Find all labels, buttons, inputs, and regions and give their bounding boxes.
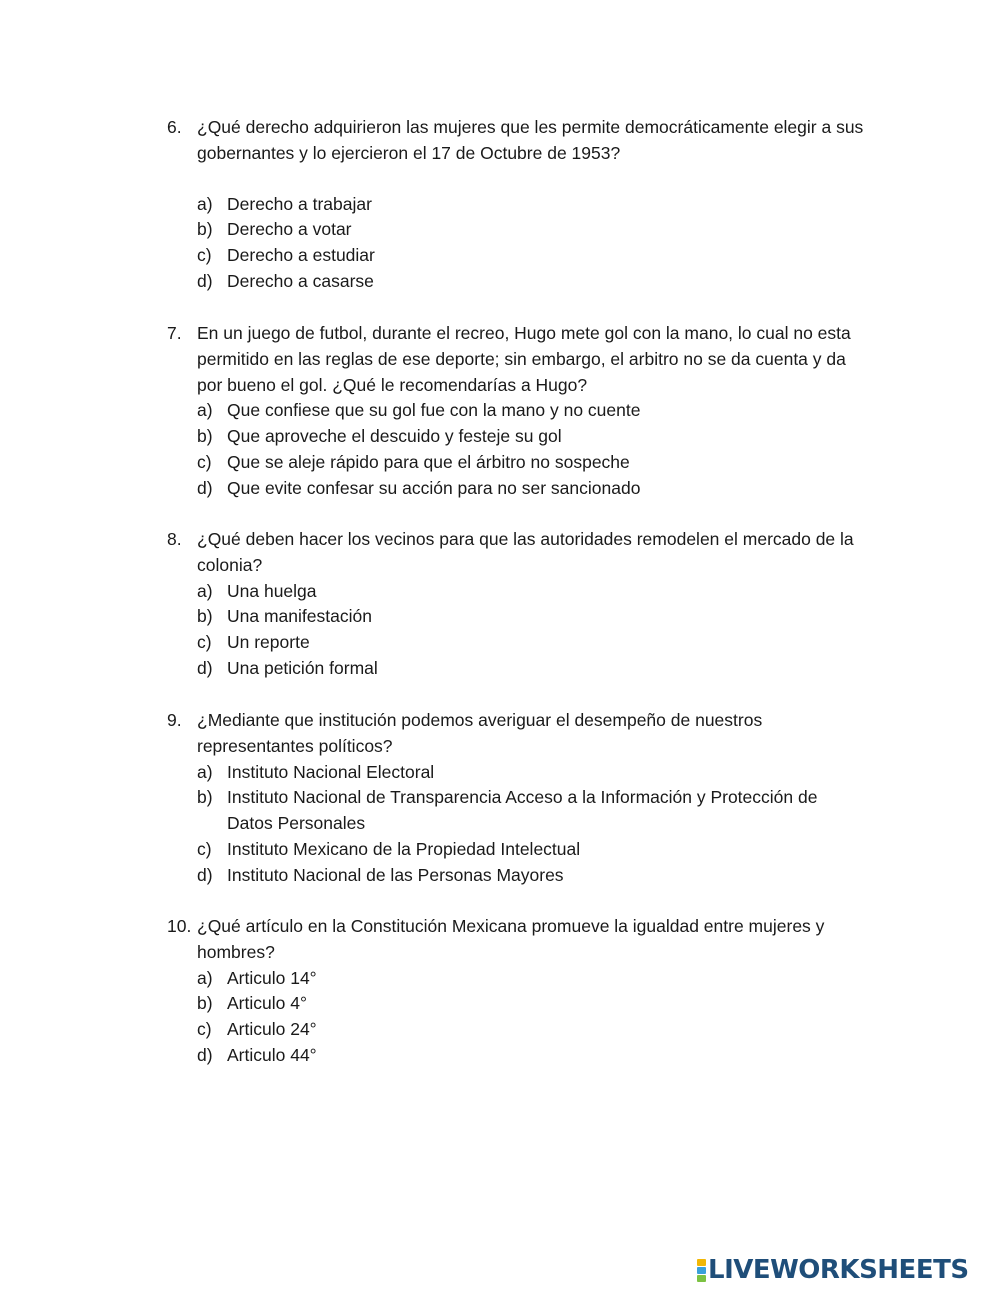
option-text: Articulo 44° [227,1044,317,1065]
option-text: Que evite confesar su acción para no ser sancionado [227,477,641,498]
question-text: En un juego de futbol, durante el recreo, Hugo mete gol con la mano, lo cual no esta permitido en las reglas de ese deporte; sin embargo, el arbitro no se da cuenta y da por bueno el gol. ¿Qué le recomendarías a Hugo? [197,323,851,395]
option-text: Instituto Nacional de las Personas Mayores [227,864,564,885]
option-text: Derecho a estudiar [227,245,375,266]
option-b[interactable] [167,217,867,243]
options-list [167,192,867,295]
options-list [167,760,867,889]
question-number: 8. [167,529,182,549]
option-d[interactable] [167,476,867,502]
option-letter: a) [197,580,213,601]
option-letter: a) [197,193,213,214]
logo-blocks-icon [697,1259,706,1282]
option-text: Que se aleje rápido para que el árbitro no sospeche [227,451,630,472]
option-text: Instituto Nacional de Transparencia Acceso a la Información y Protección de Datos Personales [227,787,818,834]
option-letter: b) [197,606,213,627]
option-text: Articulo 14° [227,967,317,988]
option-letter: c) [197,451,212,472]
option-letter: c) [197,838,212,859]
option-d[interactable] [167,1043,867,1069]
logo-block-icon [697,1259,706,1266]
question-7 [167,321,867,502]
option-letter: c) [197,632,212,653]
option-b[interactable] [167,424,867,450]
question-number: 9. [167,710,182,730]
question-text: ¿Qué deben hacer los vecinos para que las autoridades remodelen el mercado de la colonia? [197,529,854,575]
option-text: Instituto Nacional Electoral [227,761,435,782]
option-letter: a) [197,967,213,988]
logo-block-icon [697,1267,706,1274]
option-letter: d) [197,864,213,885]
option-d[interactable] [167,269,867,295]
option-b[interactable] [167,604,867,630]
option-b[interactable] [167,785,867,837]
logo-block-icon [697,1275,706,1282]
question-number: 6. [167,117,182,137]
option-c[interactable] [167,1017,867,1043]
option-letter: b) [197,426,213,447]
question-9 [167,708,867,889]
option-text: Una manifestación [227,606,372,627]
option-text: Que confiese que su gol fue con la mano y no cuente [227,400,641,421]
option-c[interactable] [167,630,867,656]
option-a[interactable] [167,398,867,424]
question-text: ¿Mediante que institución podemos averiguar el desempeño de nuestros representantes políticos? [197,710,763,756]
option-letter: b) [197,993,213,1014]
liveworksheets-logo [697,1257,969,1283]
option-letter: d) [197,1044,213,1065]
option-b[interactable] [167,991,867,1017]
option-letter: d) [197,270,213,291]
option-d[interactable] [167,656,867,682]
question-8 [167,527,867,682]
option-letter: d) [197,657,213,678]
option-letter: c) [197,1019,212,1040]
options-list [167,579,867,682]
option-text: Un reporte [227,632,310,653]
option-letter: d) [197,477,213,498]
option-text: Instituto Mexicano de la Propiedad Intelectual [227,838,581,859]
option-a[interactable] [167,192,867,218]
option-letter: b) [197,219,213,240]
option-letter: b) [197,787,213,808]
option-letter: a) [197,400,213,421]
options-list [167,398,867,501]
question-number: 7. [167,323,182,343]
question-text: ¿Qué derecho adquirieron las mujeres que les permite democráticamente elegir a sus gobernantes y lo ejercieron el 17 de Octubre de 1953? [197,117,864,163]
option-text: Que aproveche el descuido y festeje su gol [227,426,562,447]
option-c[interactable] [167,450,867,476]
option-text: Una petición formal [227,657,378,678]
option-text: Derecho a trabajar [227,193,372,214]
option-d[interactable] [167,863,867,889]
option-letter: c) [197,245,212,266]
question-10 [167,914,867,1069]
logo-text: LIVEWORKSHEETS [708,1255,969,1285]
option-text: Articulo 4° [227,993,307,1014]
options-list [167,966,867,1069]
option-c[interactable] [167,243,867,269]
option-text: Derecho a casarse [227,270,374,291]
option-a[interactable] [167,966,867,992]
option-text: Articulo 24° [227,1019,317,1040]
option-a[interactable] [167,579,867,605]
question-6 [167,115,867,295]
option-text: Una huelga [227,580,317,601]
question-number: 10. [167,916,192,936]
option-letter: a) [197,761,213,782]
option-text: Derecho a votar [227,219,352,240]
question-text: ¿Qué artículo en la Constitución Mexicana promueve la igualdad entre mujeres y hombres? [197,916,825,962]
option-c[interactable] [167,837,867,863]
option-a[interactable] [167,760,867,786]
